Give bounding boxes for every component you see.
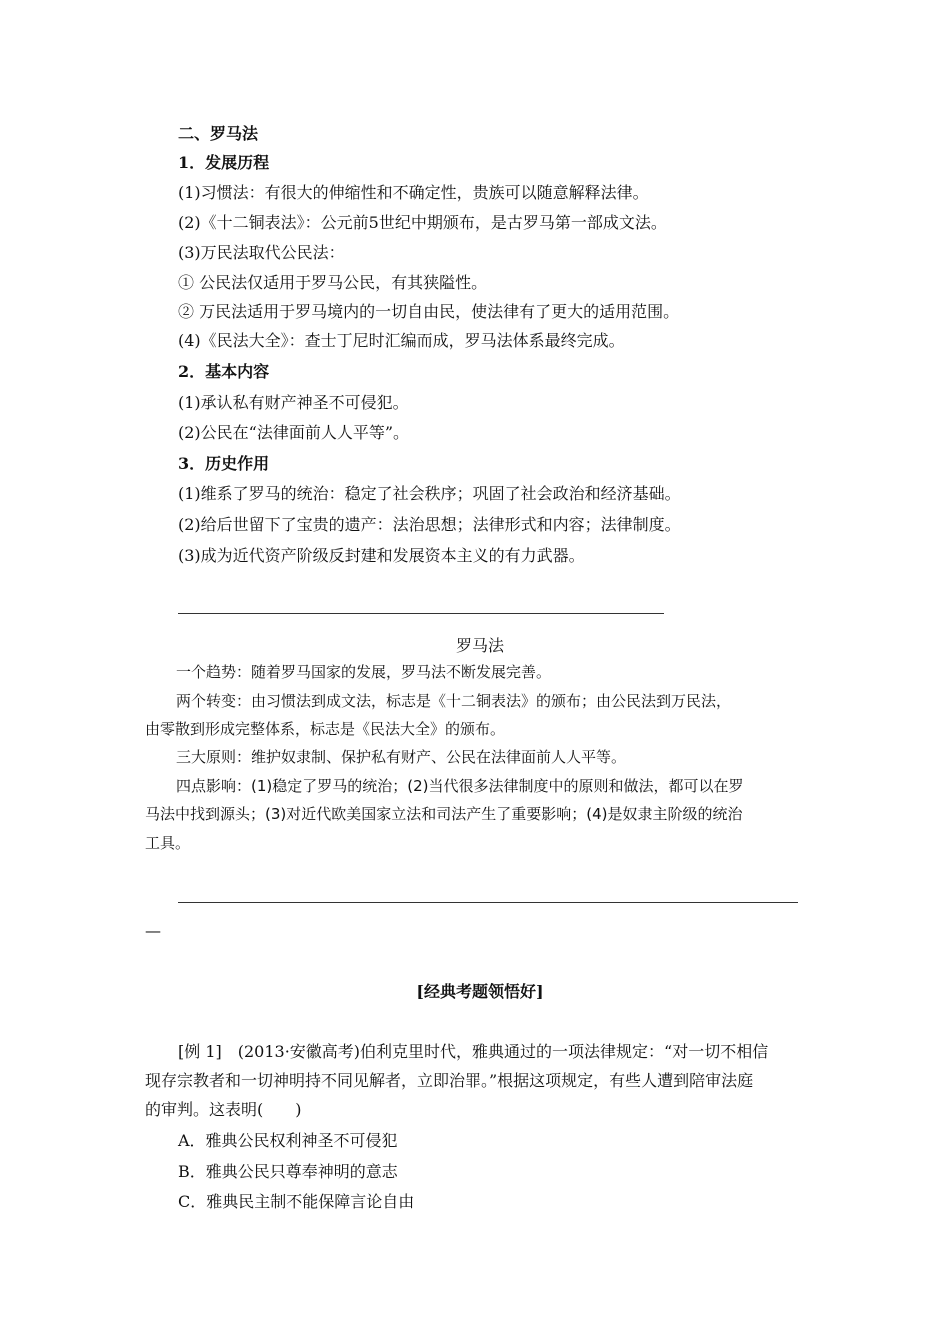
- summary-line: 马法中找到源头；(3)对近代欧美国家立法和司法产生了重要影响；(4)是奴隶主阶级的统治: [145, 805, 743, 823]
- list-item: (1)维系了罗马的统治：稳定了社会秩序；巩固了社会政治和经济基础。: [178, 484, 681, 503]
- divider-dash: —: [145, 921, 161, 940]
- list-item: ② 万民法适用于罗马境内的一切自由民，使法律有了更大的适用范围。: [178, 302, 680, 321]
- summary-line: 三大原则：维护奴隶制、保护私有财产、公民在法律面前人人平等。: [176, 748, 627, 766]
- list-item: (2)《十二铜表法》：公元前5世纪中期颁布，是古罗马第一部成文法。: [178, 213, 667, 232]
- list-item: (2)给后世留下了宝贵的遗产：法治思想；法律形式和内容；法律制度。: [178, 515, 681, 534]
- subheading-impact: 3．历史作用: [178, 454, 270, 473]
- summary-line: 四点影响：(1)稳定了罗马的统治；(2)当代很多法律制度中的原则和做法，都可以在罗: [176, 777, 744, 795]
- summary-title: 罗马法: [455, 636, 504, 655]
- list-item: (1)承认私有财产神圣不可侵犯。: [178, 393, 409, 412]
- summary-line: 由零散到形成完整体系，标志是《民法大全》的颁布。: [145, 720, 506, 738]
- divider-line: [178, 902, 798, 903]
- list-item: (2)公民在“法律面前人人平等”。: [178, 423, 410, 442]
- list-item: ① 公民法仅适用于罗马公民，有其狭隘性。: [178, 273, 488, 292]
- subheading-development: 1．发展历程: [178, 153, 270, 172]
- question-line: [例 1] (2013·安徽高考)伯利克里时代，雅典通过的一项法律规定：“对一切不相信: [178, 1042, 769, 1061]
- divider-line: [178, 613, 664, 614]
- exam-banner: [经典考题领悟好]: [416, 982, 544, 1001]
- list-item: (3)万民法取代公民法：: [178, 243, 345, 262]
- section-heading: 二、罗马法: [178, 124, 259, 143]
- option-b: B．雅典公民只尊奉神明的意志: [178, 1162, 398, 1181]
- option-c: C．雅典民主制不能保障言论自由: [178, 1192, 415, 1211]
- summary-line: 一个趋势：随着罗马国家的发展，罗马法不断发展完善。: [176, 663, 552, 681]
- summary-line: 两个转变：由习惯法到成文法，标志是《十二铜表法》的颁布；由公民法到万民法，: [176, 692, 732, 710]
- question-line: 现存宗教者和一切神明持不同见解者，立即治罪。”根据这项规定，有些人遭到陪审法庭: [145, 1071, 754, 1090]
- summary-line: 工具。: [145, 834, 191, 852]
- list-item: (1)习惯法：有很大的伸缩性和不确定性，贵族可以随意解释法律。: [178, 183, 649, 202]
- list-item: (4)《民法大全》：查士丁尼时汇编而成，罗马法体系最终完成。: [178, 331, 625, 350]
- question-line: 的审判。这表明( ): [145, 1100, 302, 1119]
- subheading-content: 2．基本内容: [178, 362, 270, 381]
- option-a: A．雅典公民权利神圣不可侵犯: [178, 1131, 398, 1150]
- list-item: (3)成为近代资产阶级反封建和发展资本主义的有力武器。: [178, 546, 585, 565]
